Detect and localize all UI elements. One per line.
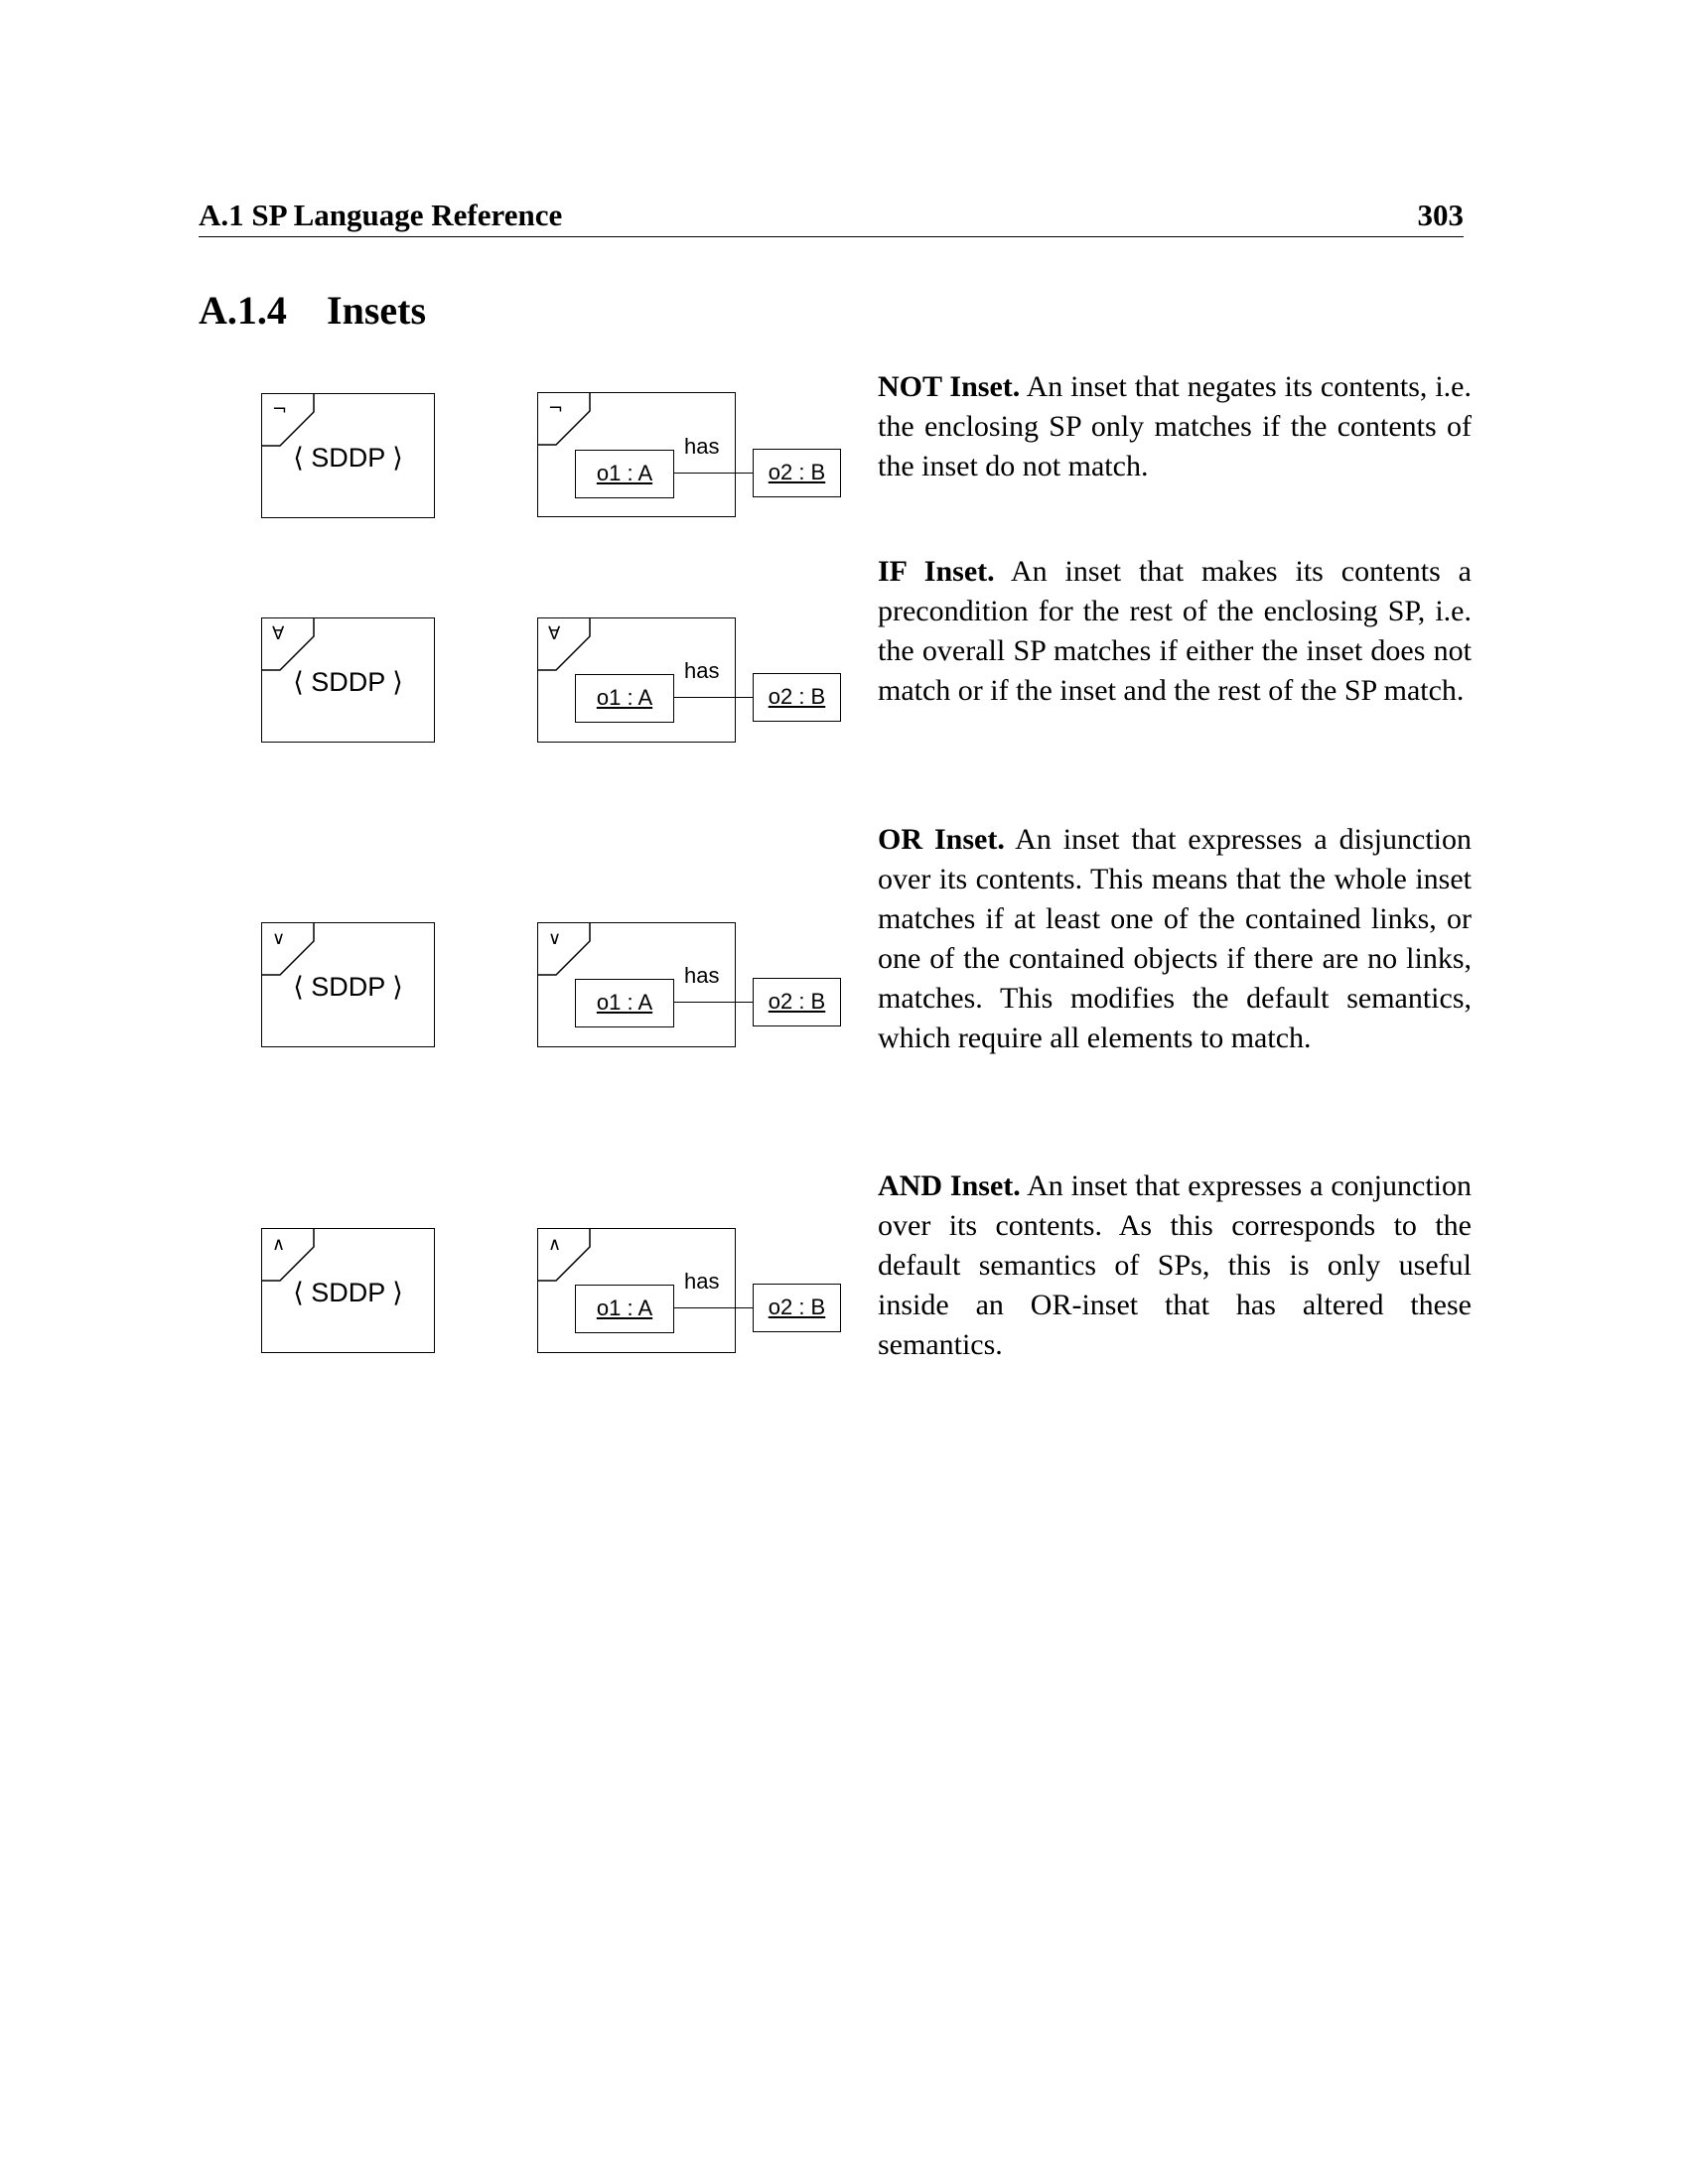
if-inset-sddp-diagram <box>261 617 435 743</box>
inset-frame <box>261 617 435 743</box>
section-heading <box>199 286 426 336</box>
inset-corner-tab <box>538 1229 590 1281</box>
object-o1: o1 : A <box>575 674 674 723</box>
section-title: Insets <box>327 288 427 333</box>
and-inset-paragraph <box>878 1166 1472 1365</box>
inset-corner-tab <box>538 923 590 975</box>
object-o1: o1 : A <box>575 1285 674 1333</box>
and-operator-symbol: ∧ <box>548 1234 562 1255</box>
not-inset-object-diagram <box>537 392 841 517</box>
sddp-placeholder: ⟨ SDDP ⟩ <box>293 443 403 473</box>
object-o1: o1 : A <box>575 979 674 1027</box>
not-operator-symbol: ¬ <box>548 398 564 419</box>
or-inset-sddp-diagram <box>261 922 435 1047</box>
if-operator-symbol: ∀ <box>548 623 561 644</box>
inset-frame <box>261 922 435 1047</box>
object-o2: o2 : B <box>753 449 841 497</box>
not-inset-description: An inset that negates its contents, i.e. the enclosing SP only matches if the contents of the inset do not match. <box>878 370 1472 482</box>
and-operator-symbol: ∧ <box>272 1234 286 1255</box>
running-title: A.1 SP Language Reference <box>199 198 563 232</box>
inset-corner-tab <box>538 618 590 670</box>
not-inset-sddp-diagram <box>261 393 435 518</box>
if-operator-symbol: ∀ <box>272 623 285 644</box>
and-inset-description: An inset that expresses a conjunction over its contents. As this corresponds to the default semantics of SPs, this is only useful inside an OR-inset that has altered these semantics. <box>878 1169 1472 1361</box>
inset-frame <box>261 1228 435 1353</box>
object-o2: o2 : B <box>753 673 841 722</box>
or-inset-term: OR Inset. <box>878 823 1005 856</box>
sddp-placeholder: ⟨ SDDP ⟩ <box>293 1278 403 1307</box>
or-inset-description: An inset that expresses a disjunction over its contents. This means that the whole inset matches if at least one of the contained links, or one of the contained objects if there are no links, matches. This modifies the default semantics, which require all elements to match. <box>878 823 1472 1054</box>
page-number: 303 <box>1417 198 1464 232</box>
sddp-placeholder: ⟨ SDDP ⟩ <box>293 667 403 697</box>
inset-corner-tab <box>262 394 314 446</box>
section-number: A.1.4 <box>199 288 287 333</box>
inset-corner-tab <box>262 1229 314 1281</box>
not-inset-paragraph <box>878 367 1472 486</box>
sddp-placeholder: ⟨ SDDP ⟩ <box>293 972 403 1002</box>
or-operator-symbol: ∨ <box>272 928 286 949</box>
inset-frame <box>261 393 435 518</box>
object-o1: o1 : A <box>575 450 674 498</box>
association-label: has <box>684 963 720 988</box>
if-inset-object-diagram <box>537 617 841 743</box>
not-operator-symbol: ¬ <box>272 399 288 420</box>
inset-corner-tab <box>262 923 314 975</box>
object-o2: o2 : B <box>753 1284 841 1332</box>
or-operator-symbol: ∨ <box>548 928 562 949</box>
association-label: has <box>684 658 720 683</box>
inset-corner-tab <box>262 618 314 670</box>
and-inset-sddp-diagram <box>261 1228 435 1353</box>
or-inset-object-diagram <box>537 922 841 1047</box>
and-inset-term: AND Inset. <box>878 1169 1021 1202</box>
if-inset-description: An inset that makes its contents a precondition for the rest of the enclosing SP, i.e. the overall SP matches if either the inset does not match or if the inset and the rest of the SP match. <box>878 555 1472 707</box>
object-o2: o2 : B <box>753 978 841 1026</box>
and-inset-object-diagram <box>537 1228 841 1353</box>
if-inset-paragraph <box>878 552 1472 711</box>
inset-corner-tab <box>538 393 590 445</box>
if-inset-term: IF Inset. <box>878 555 995 588</box>
not-inset-term: NOT Inset. <box>878 370 1021 403</box>
association-label: has <box>684 434 720 459</box>
or-inset-paragraph <box>878 820 1472 1058</box>
running-head <box>199 195 1464 237</box>
association-label: has <box>684 1269 720 1294</box>
